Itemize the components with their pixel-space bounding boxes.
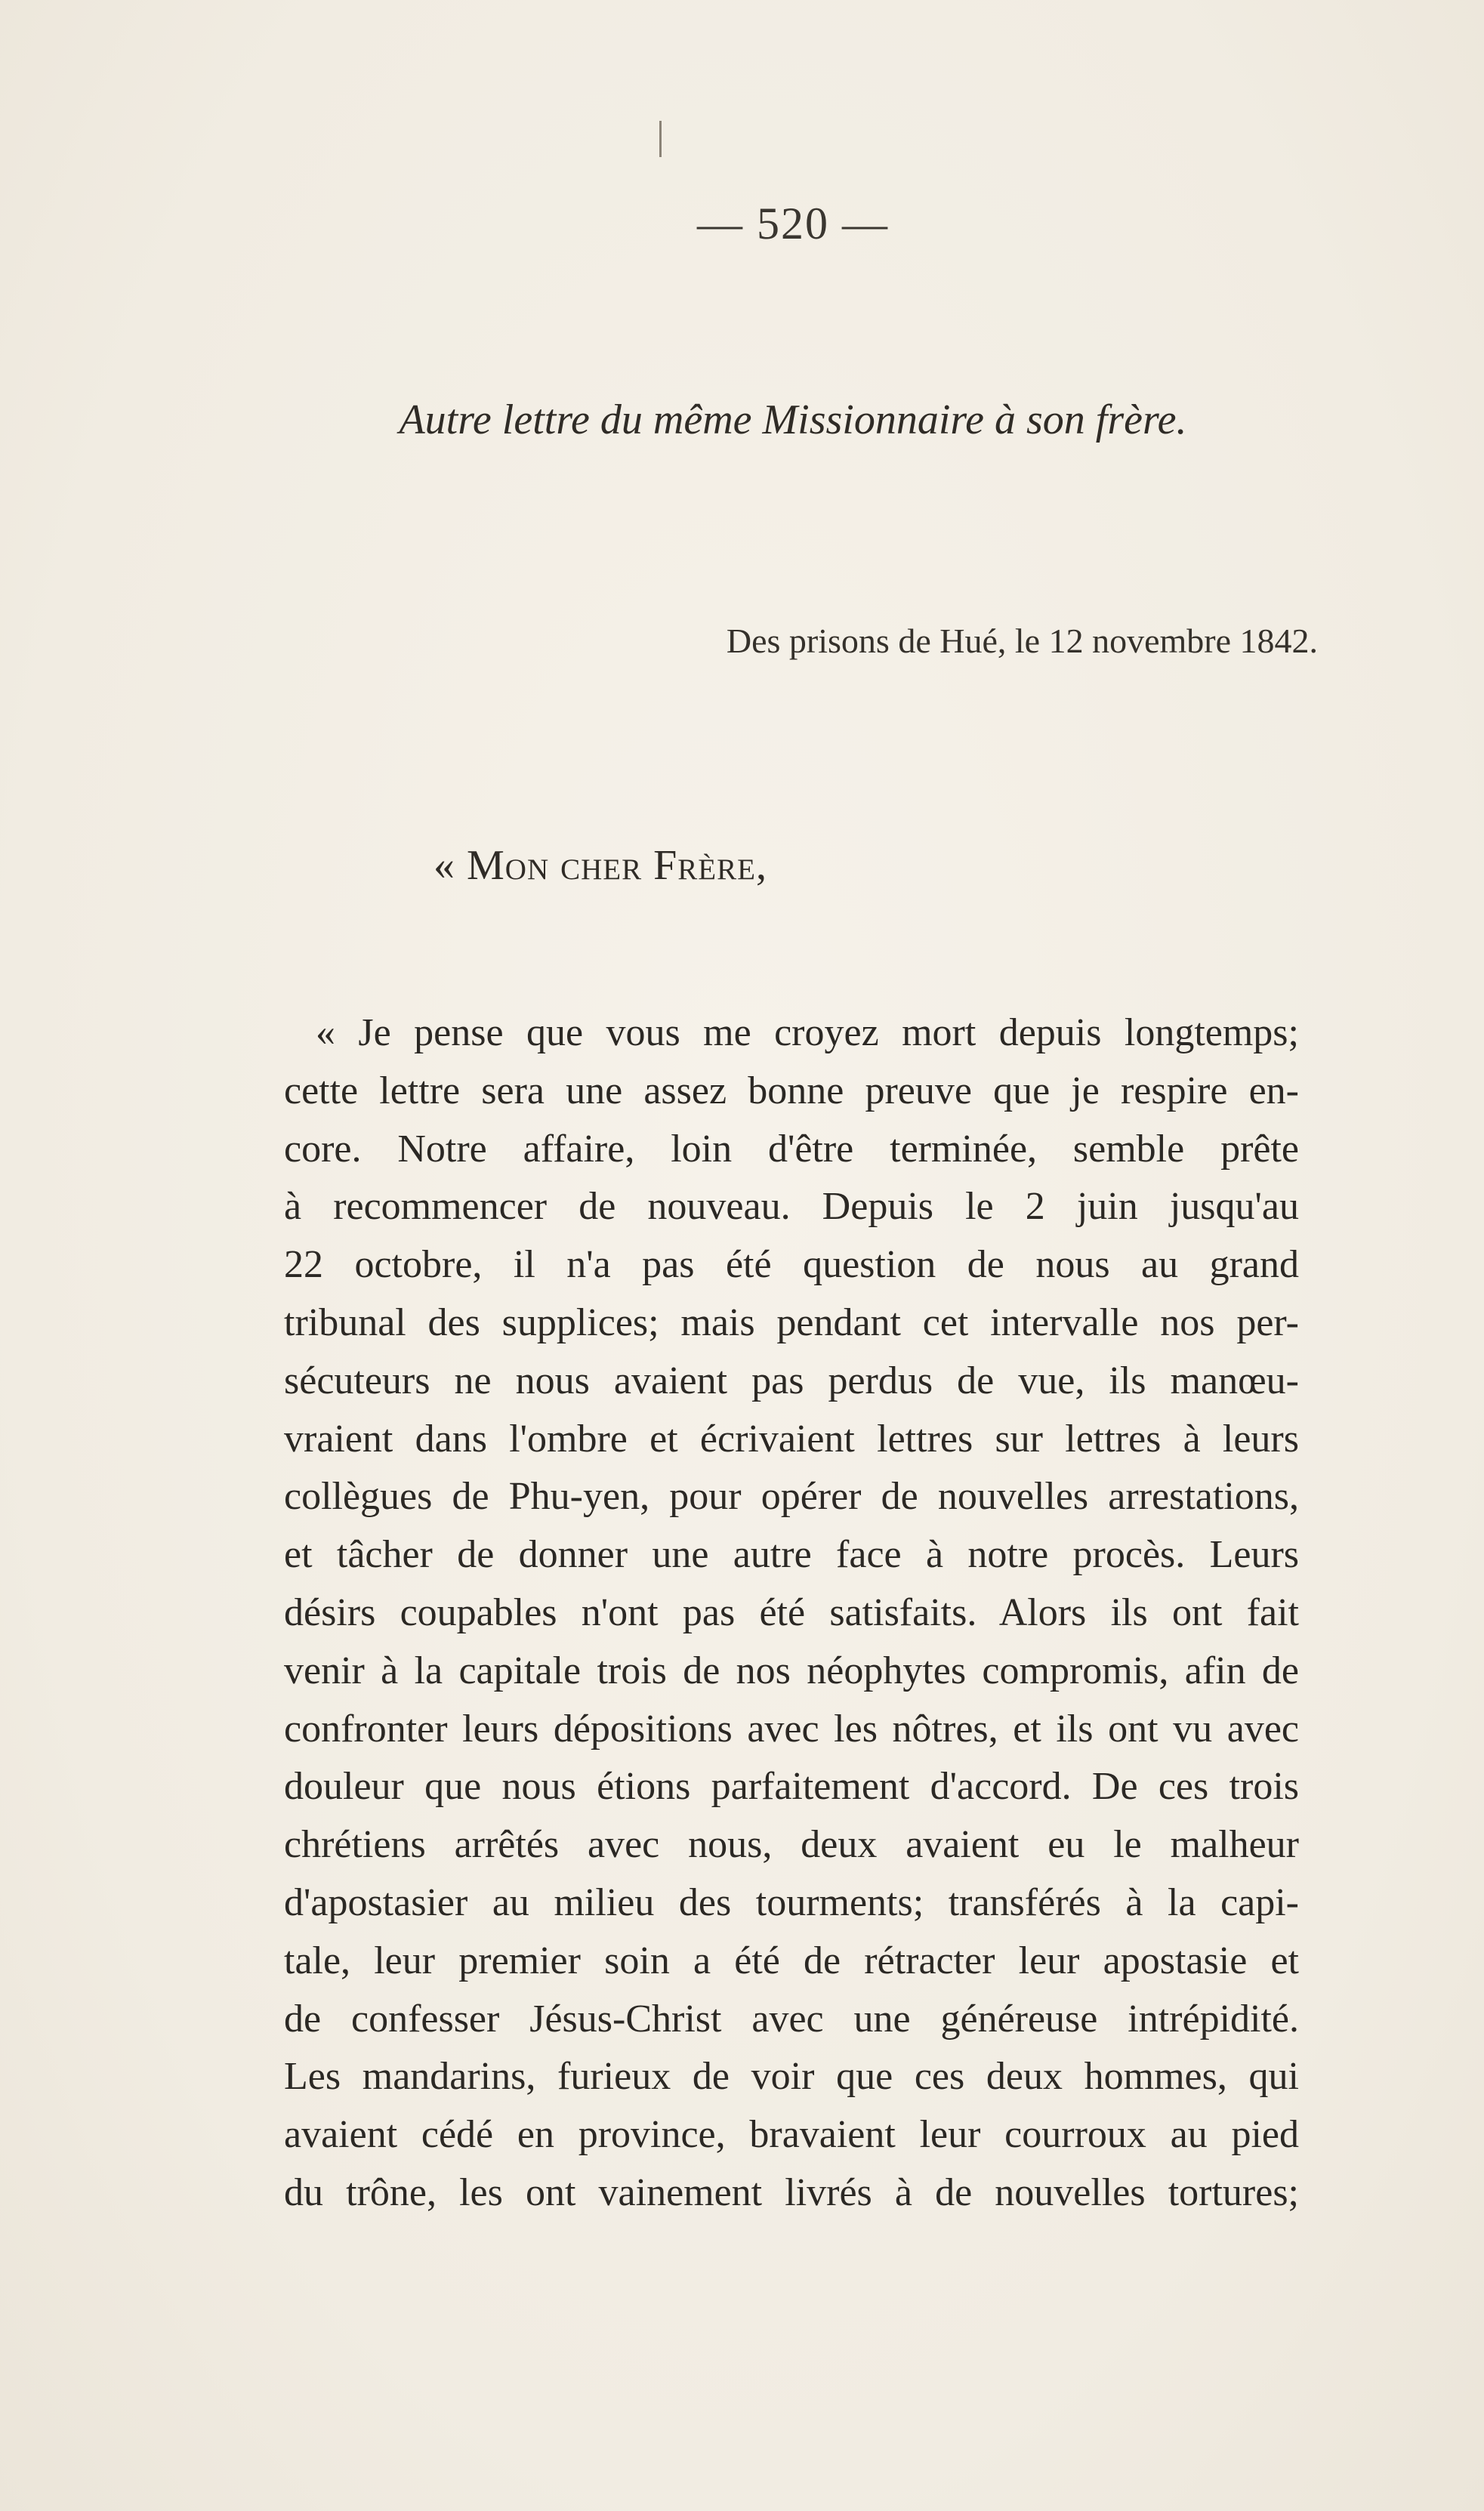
text-line: avaient cédé en province, bravaient leur courroux au pied bbox=[284, 2113, 1299, 2157]
body-text bbox=[284, 1004, 1299, 2223]
text-line: de confesser Jésus-Christ avec une généreuse intrépidité. bbox=[284, 1997, 1299, 2041]
text-line: « Je pense que vous me croyez mort depuis longtemps; bbox=[316, 1011, 1299, 1054]
text-line: et tâcher de donner une autre face à notre procès. Leurs bbox=[284, 1533, 1299, 1577]
text-line: vraient dans l'ombre et écrivaient lettres sur lettres à leurs bbox=[284, 1417, 1299, 1461]
text-line: chrétiens arrêtés avec nous, deux avaient eu le malheur bbox=[284, 1823, 1299, 1867]
text-line: désirs coupables n'ont pas été satisfaits. Alors ils ont fait bbox=[284, 1590, 1299, 1634]
text-line: cette lettre sera une assez bonne preuve que je respire en- bbox=[284, 1069, 1299, 1112]
text-line: venir à la capitale trois de nos néophytes compromis, afin de bbox=[284, 1649, 1299, 1692]
text-line: Les mandarins, furieux de voir que ces deux hommes, qui bbox=[284, 2055, 1299, 2099]
text-line: core. Notre affaire, loin d'être terminée, semble prête bbox=[284, 1127, 1299, 1171]
stray-mark bbox=[659, 121, 662, 157]
text-line: 22 octobre, il n'a pas été question de nous au grand bbox=[284, 1243, 1299, 1287]
text-line: du trône, les ont vainement livrés à de nouvelles tortures; bbox=[284, 2170, 1299, 2214]
salutation: « Mon cher Frère, bbox=[433, 842, 767, 889]
page-number: — 520 — bbox=[697, 199, 889, 248]
dateline: Des prisons de Hué, le 12 novembre 1842. bbox=[726, 622, 1318, 660]
letter-title: Autre lettre du même Missionnaire à son frère. bbox=[399, 396, 1187, 443]
text-line: à recommencer de nouveau. Depuis le 2 juin jusqu'au bbox=[284, 1185, 1299, 1229]
text-line: douleur que nous étions parfaitement d'accord. De ces trois bbox=[284, 1765, 1299, 1809]
text-line: tale, leur premier soin a été de rétracter leur apostasie et bbox=[284, 1939, 1299, 1982]
text-line: sécuteurs ne nous avaient pas perdus de vue, ils manœu- bbox=[284, 1359, 1299, 1402]
text-line: confronter leurs dépositions avec les nôtres, et ils ont vu avec bbox=[284, 1707, 1299, 1751]
text-line: collègues de Phu-yen, pour opérer de nouvelles arrestations, bbox=[284, 1475, 1299, 1519]
text-line: d'apostasier au milieu des tourments; transférés à la capi- bbox=[284, 1880, 1299, 1924]
text-line: tribunal des supplices; mais pendant cet intervalle nos per- bbox=[284, 1300, 1299, 1344]
